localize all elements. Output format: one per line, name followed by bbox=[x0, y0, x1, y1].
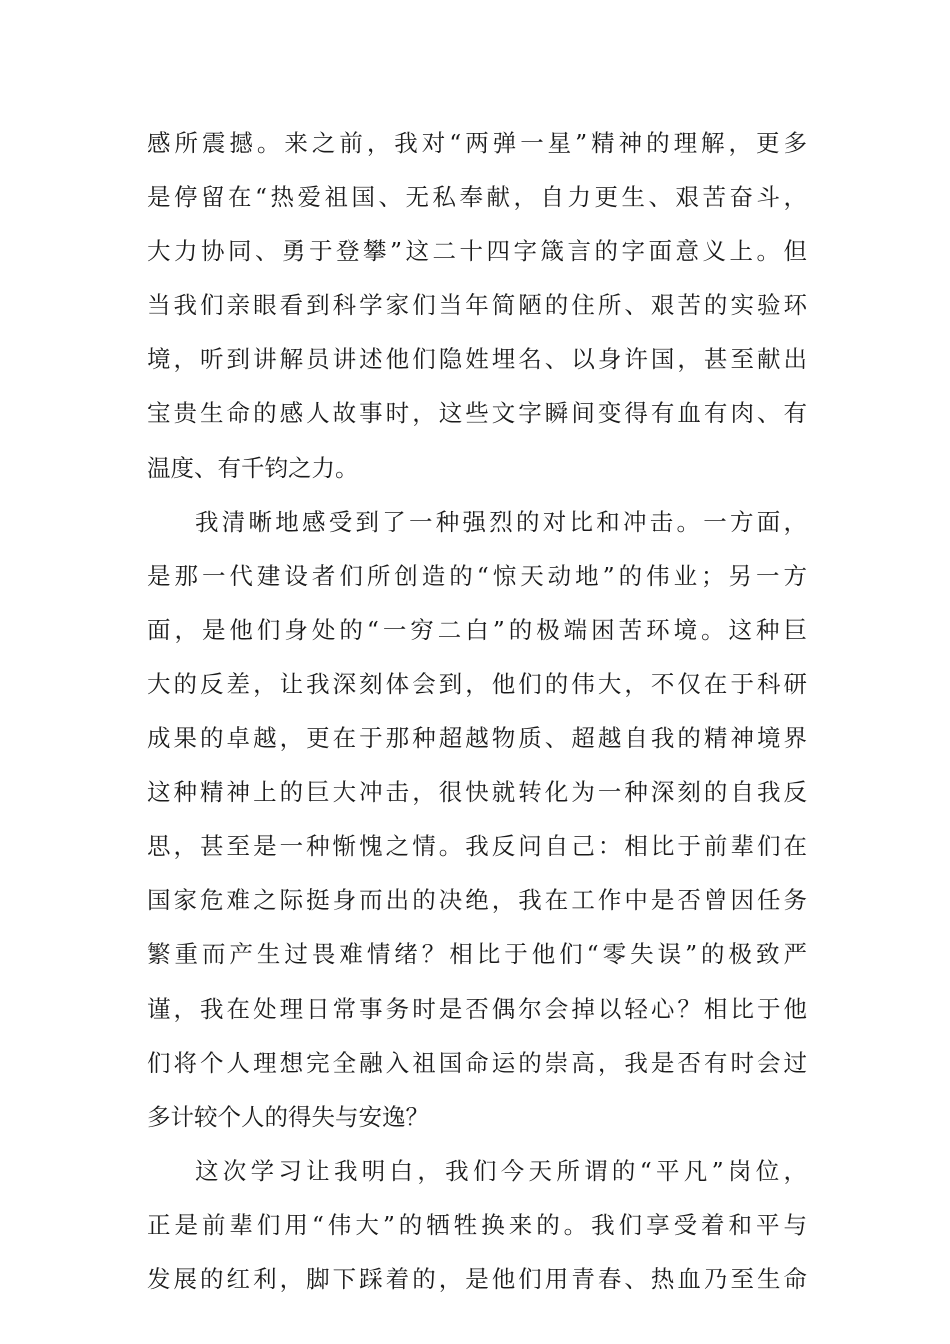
text-line: 境，听到讲解员讲述他们隐姓埋名、以身许国，甚至献出 bbox=[147, 345, 807, 374]
text-line: 多计较个人的得失与安逸？ bbox=[147, 1102, 429, 1131]
text-line: 大力协同、勇于登攀”这二十四字箴言的字面意义上。但 bbox=[147, 237, 807, 266]
text-line: 谨，我在处理日常事务时是否偶尔会掉以轻心？相比于他 bbox=[147, 994, 807, 1023]
text-line: 思，甚至是一种惭愧之情。我反问自己：相比于前辈们在 bbox=[147, 832, 807, 861]
text-line: 大的反差，让我深刻体会到，他们的伟大，不仅在于科研 bbox=[147, 669, 807, 698]
text-line: 我清晰地感受到了一种强烈的对比和冲击。一方面， bbox=[195, 507, 807, 536]
text-line: 国家危难之际挺身而出的决绝，我在工作中是否曾因任务 bbox=[147, 886, 807, 915]
text-line: 是停留在“热爱祖国、无私奉献，自力更生、艰苦奋斗， bbox=[147, 183, 807, 212]
document-body bbox=[147, 116, 807, 1306]
text-line: 感所震撼。来之前，我对“两弹一星”精神的理解，更多 bbox=[147, 129, 807, 157]
text-line: 温度、有千钧之力。 bbox=[147, 453, 359, 482]
text-line: 成果的卓越，更在于那种超越物质、超越自我的精神境界 bbox=[147, 724, 807, 753]
text-line: 当我们亲眼看到科学家们当年简陋的住所、艰苦的实验环 bbox=[147, 291, 807, 320]
text-line: 这种精神上的巨大冲击，很快就转化为一种深刻的自我反 bbox=[147, 778, 807, 807]
text-line: 们将个人理想完全融入祖国命运的崇高，我是否有时会过 bbox=[147, 1048, 807, 1077]
paragraph bbox=[147, 495, 807, 1144]
text-line: 这次学习让我明白，我们今天所谓的“平凡”岗位， bbox=[195, 1156, 807, 1185]
text-line: 繁重而产生过畏难情绪？相比于他们“零失误”的极致严 bbox=[147, 940, 807, 969]
text-line: 发展的红利，脚下踩着的，是他们用青春、热血乃至生命 bbox=[147, 1264, 807, 1293]
paragraph bbox=[147, 116, 807, 495]
text-line: 面，是他们身处的“一穷二白”的极端困苦环境。这种巨 bbox=[147, 615, 807, 644]
paragraph bbox=[147, 1144, 807, 1306]
text-line: 是那一代建设者们所创造的“惊天动地”的伟业；另一方 bbox=[147, 561, 807, 590]
text-line: 宝贵生命的感人故事时，这些文字瞬间变得有血有肉、有 bbox=[147, 399, 807, 428]
text-line: 正是前辈们用“伟大”的牺牲换来的。我们享受着和平与 bbox=[147, 1210, 807, 1239]
